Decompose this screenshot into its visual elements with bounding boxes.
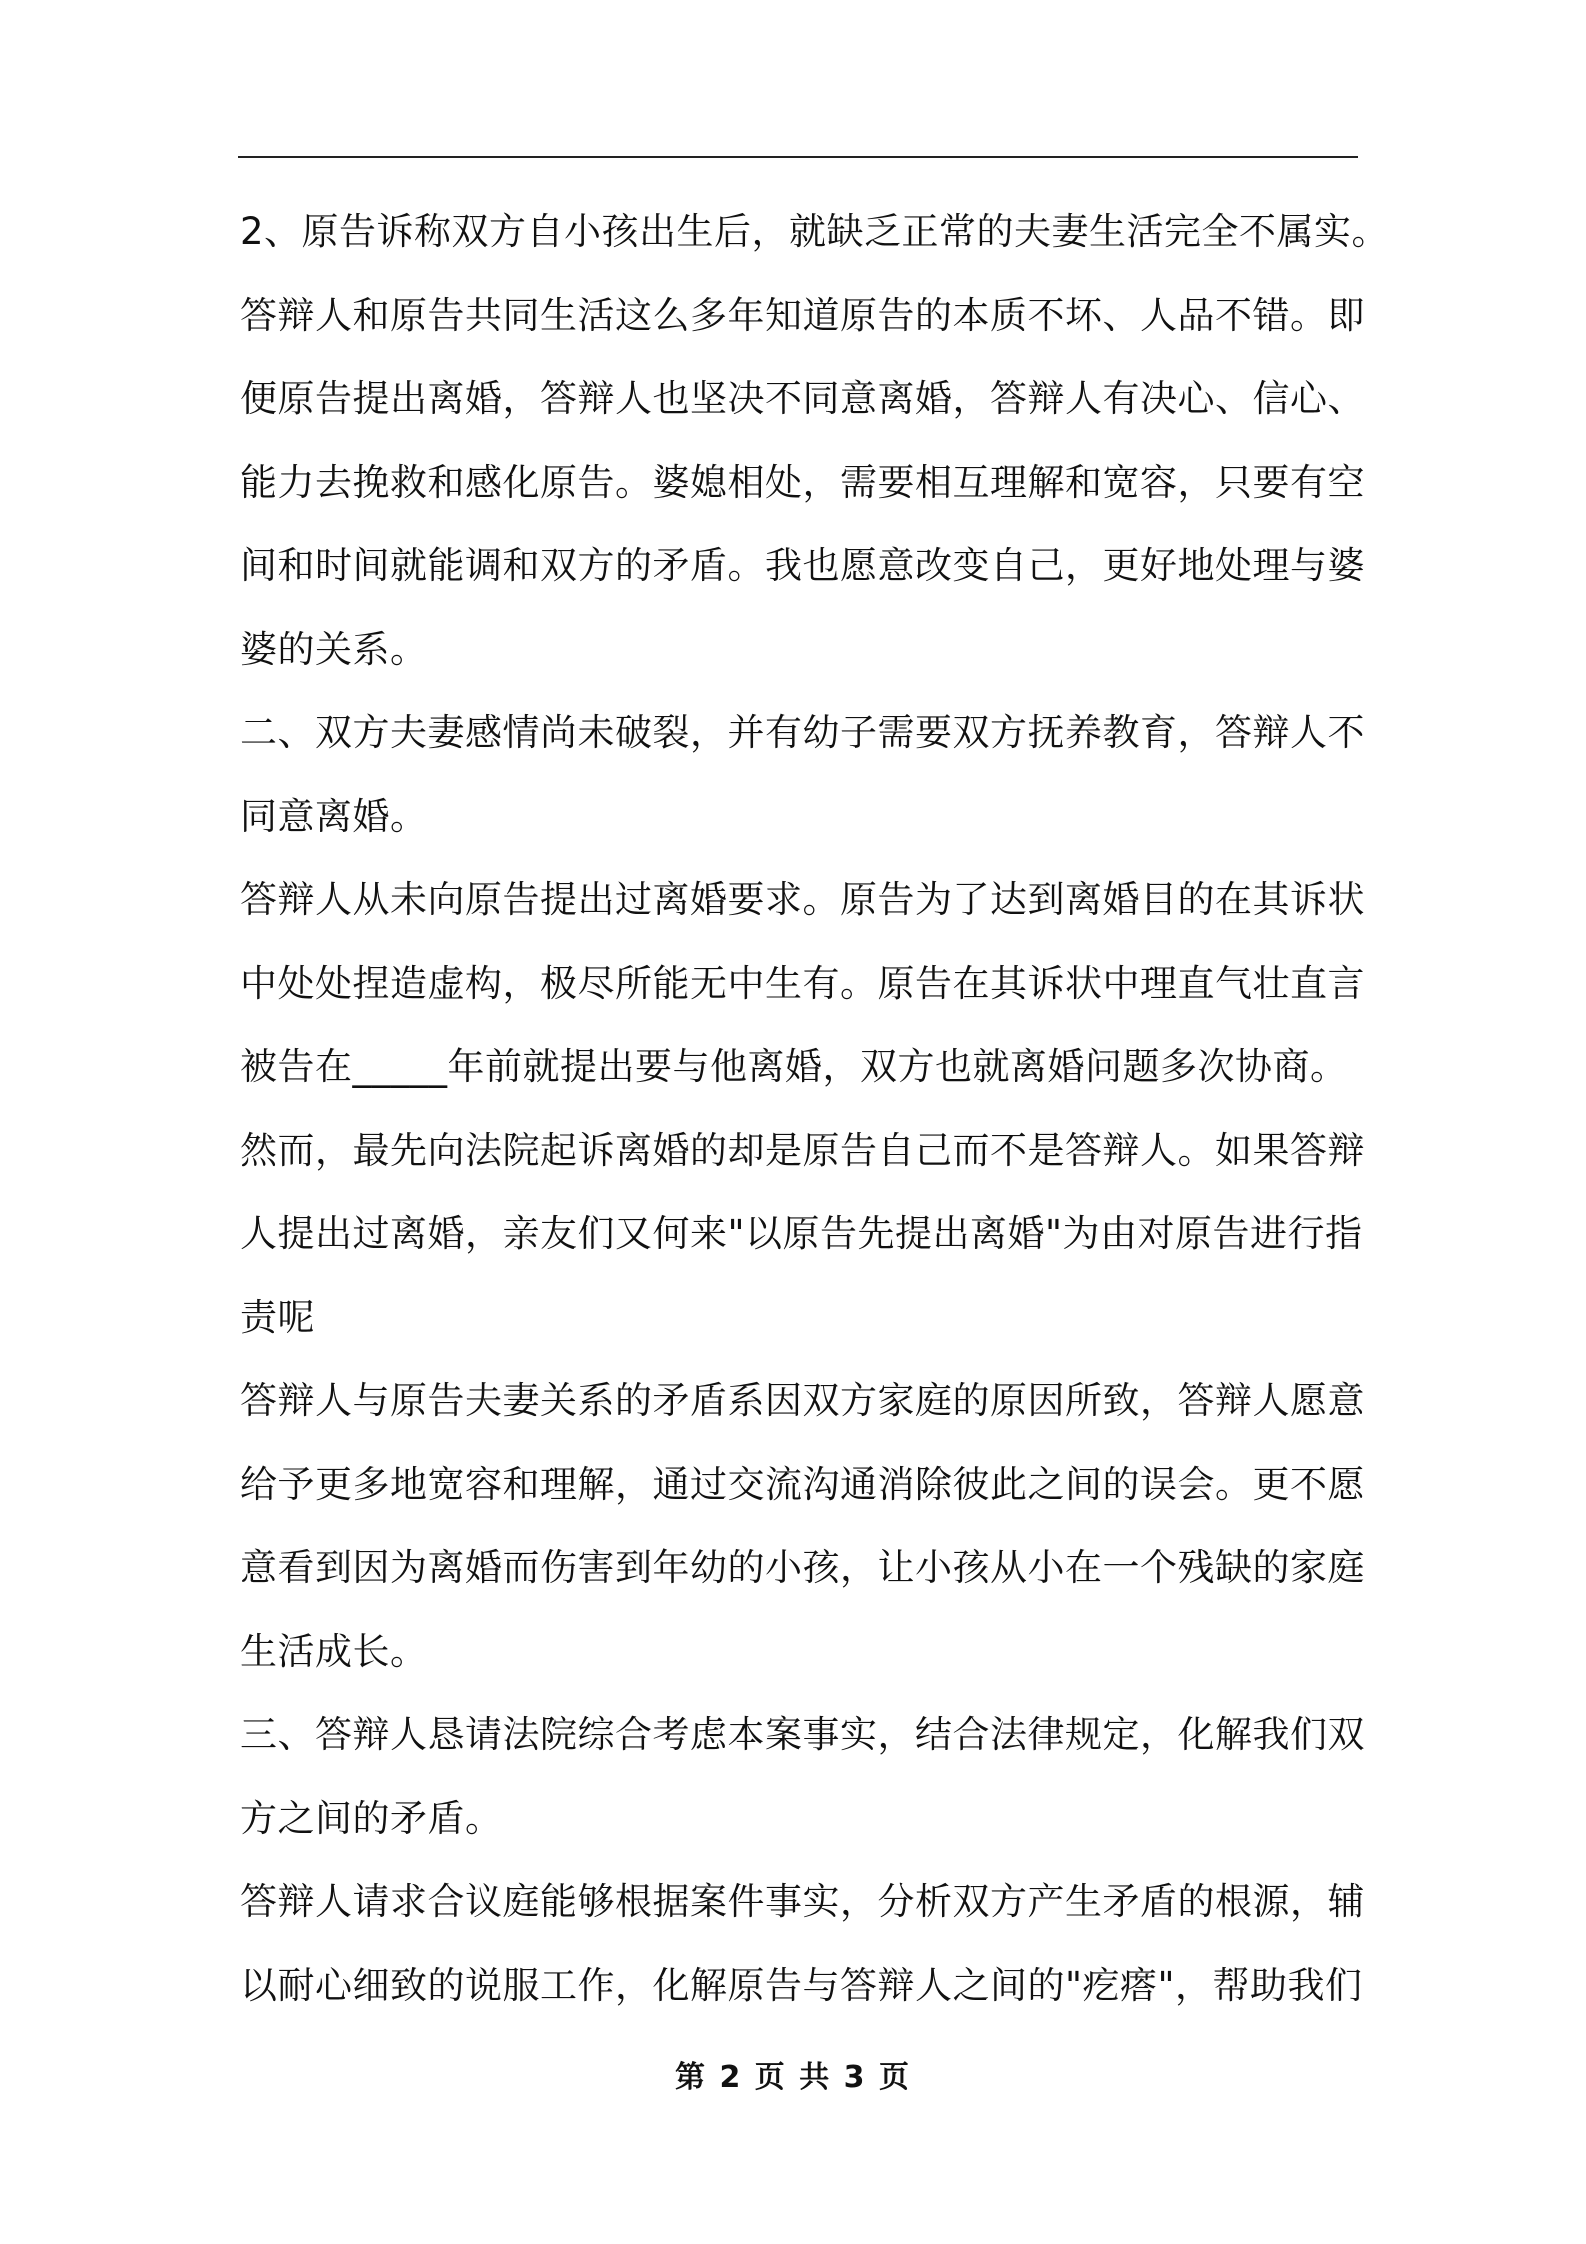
- text-line: 给予更多地宽容和理解，通过交流沟通消除彼此之间的误会。更不愿: [240, 1462, 1365, 1506]
- text-line: 以耐心细致的说服工作，化解原告与答辩人之间的"疙瘩"，帮助我们: [240, 1963, 1363, 2007]
- text-line: 被告在_____年前就提出要与他离婚，双方也就离婚问题多次协商。: [240, 1045, 1348, 1088]
- text-line: 答辩人和原告共同生活这么多年知道原告的本质不坏、人品不错。即: [240, 293, 1365, 337]
- section-heading-line: 三、答辩人恳请法院综合考虑本案事实，结合法律规定，化解我们双: [240, 1713, 1365, 1756]
- text-line: 2、原告诉称双方自小孩出生后，就缺乏正常的夫妻生活完全不属实。: [240, 210, 1390, 253]
- text-line: 能力去挽救和感化原告。婆媳相处，需要相互理解和宽容，只要有空: [240, 460, 1365, 504]
- text-line: 便原告提出离婚，答辩人也坚决不同意离婚，答辩人有决心、信心、: [240, 377, 1365, 420]
- text-line: 生活成长。: [240, 1629, 428, 1673]
- section-heading-line: 方之间的矛盾。: [240, 1796, 503, 1840]
- document-body: [240, 190, 1390, 2027]
- text-line: 人提出过离婚，亲友们又何来"以原告先提出离婚"为由对原告进行指: [240, 1212, 1363, 1255]
- text-line: 中处处捏造虚构，极尽所能无中生有。原告在其诉状中理直气壮直言: [240, 961, 1365, 1005]
- header-divider: [238, 156, 1358, 158]
- text-line: 答辩人请求合议庭能够根据案件事实，分析双方产生矛盾的根源，辅: [240, 1880, 1365, 1923]
- section-heading-line: 二、双方夫妻感情尚未破裂，并有幼子需要双方抚养教育，答辩人不: [240, 711, 1365, 754]
- text-line: 然而，最先向法院起诉离婚的却是原告自己而不是答辩人。如果答辩: [240, 1128, 1365, 1172]
- text-line: 答辩人从未向原告提出过离婚要求。原告为了达到离婚目的在其诉状: [240, 878, 1365, 921]
- section-heading-line: 同意离婚。: [240, 794, 428, 838]
- text-line: 答辩人与原告夫妻关系的矛盾系因双方家庭的原因所致，答辩人愿意: [240, 1379, 1365, 1422]
- text-line: 婆的关系。: [240, 627, 428, 671]
- text-line: 意看到因为离婚而伤害到年幼的小孩，让小孩从小在一个残缺的家庭: [240, 1546, 1365, 1589]
- text-line: 间和时间就能调和双方的矛盾。我也愿意改变自己，更好地处理与婆: [240, 544, 1365, 587]
- page-number-footer: 第 2 页 共 3 页: [675, 2060, 911, 2095]
- text-line: 责呢: [240, 1295, 315, 1339]
